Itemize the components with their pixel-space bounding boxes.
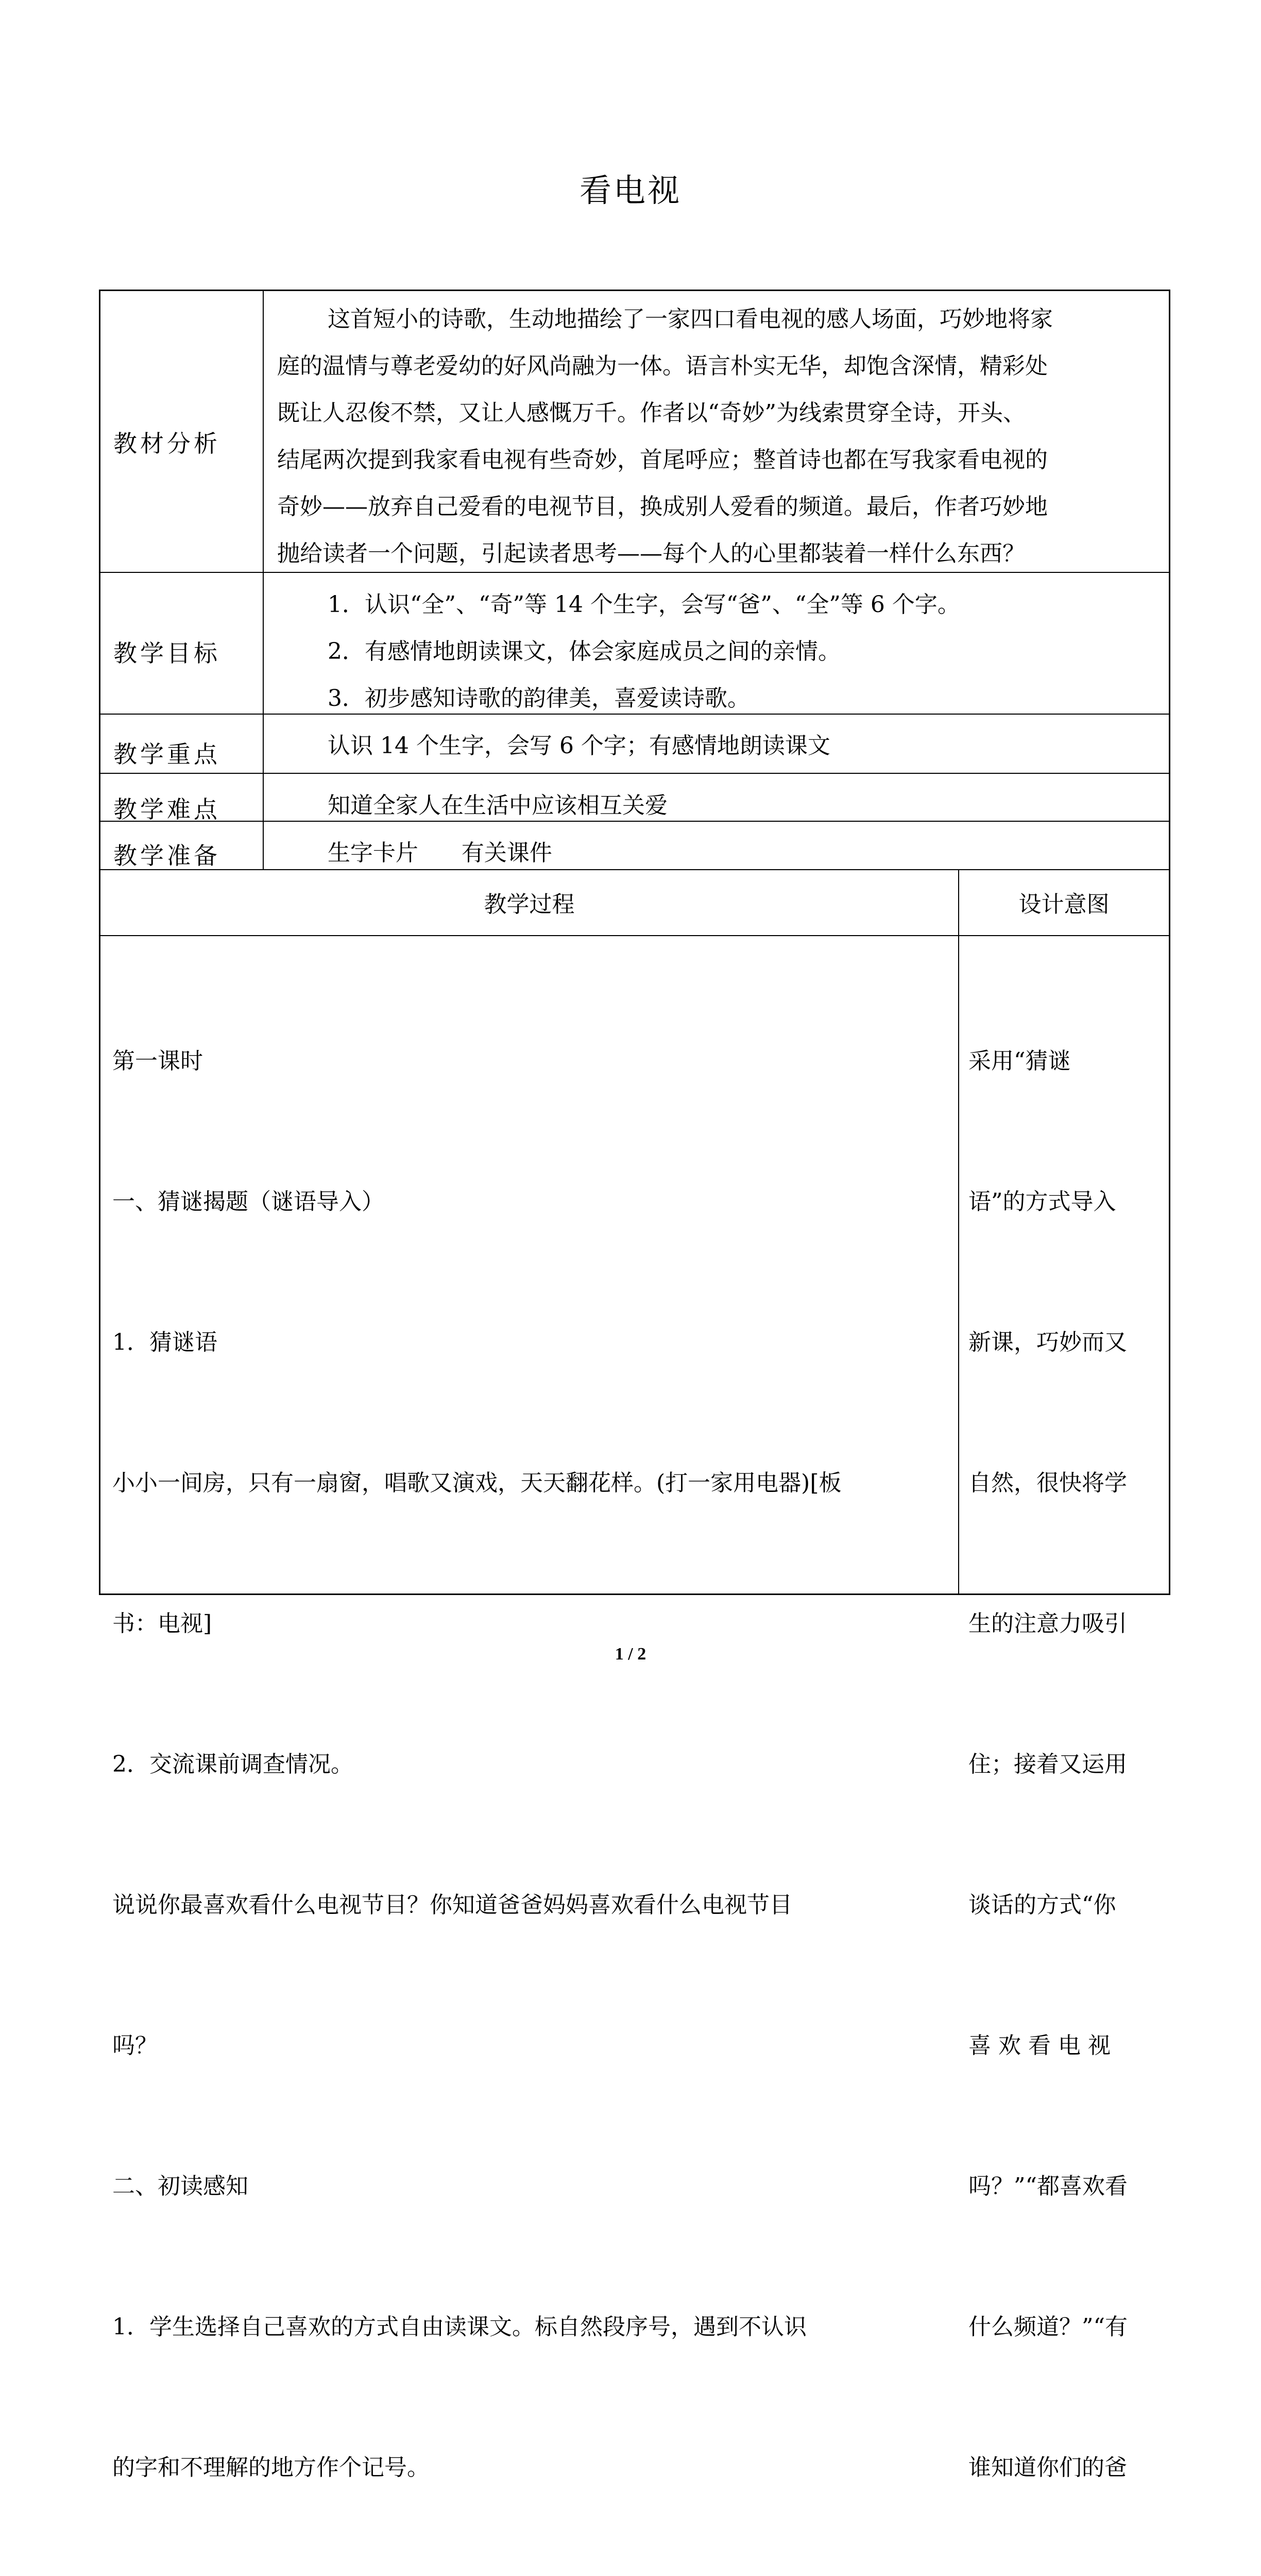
intent-line: 生的注意力吸引: [968, 1611, 1127, 1637]
intent-line: 吗？”“都喜欢看: [968, 2173, 1128, 2199]
process-body: [112, 944, 842, 2576]
preparation-label: 教学准备: [113, 842, 220, 870]
preparation-text: 生字卡片 有关课件: [328, 840, 552, 866]
intent-line: 谈话的方式“你: [968, 1892, 1116, 1918]
intent-line: 住；接着又运用: [968, 1751, 1127, 1777]
process-line: 1．学生选择自己喜欢的方式自由读课文。标自然段序号，遇到不认识: [112, 2314, 807, 2340]
analysis-line: 抛给读者一个问题，引起读者思考——每个人的心里都装着一样什么东西？: [277, 540, 1025, 567]
process-line: 书：电视]: [112, 1611, 212, 1637]
goal-item: 3．初步感知诗歌的韵律美，喜爱读诗歌。: [328, 685, 750, 711]
difficulties-label: 教学难点: [113, 795, 220, 823]
intent-line: 自然，很快将学: [968, 1470, 1127, 1496]
process-line: 1．猜谜语: [112, 1329, 217, 1355]
process-line: 二、初读感知: [112, 2173, 248, 2199]
analysis-line: 既让人忍俊不禁，又让人感慨万千。作者以“奇妙”为线索贯穿全诗，开头、: [277, 400, 1026, 426]
goals-text: [328, 581, 960, 722]
analysis-line: 结尾两次提到我家看电视有些奇妙，首尾呼应；整首诗也都在写我家看电视的: [277, 447, 1048, 473]
process-line: 一、猜谜揭题（谜语导入）: [112, 1189, 384, 1215]
analysis-text: [277, 296, 1053, 577]
process-line: 吗？: [112, 2032, 158, 2059]
process-line: 说说你最喜欢看什么电视节目？你知道爸爸妈妈喜欢看什么电视节目: [112, 1892, 792, 1918]
intent-line: 采用“猜谜: [968, 1048, 1071, 1074]
intent-line: 谁知道你们的爸: [968, 2454, 1127, 2481]
analysis-line: 奇妙——放弃自己爱看的电视节目，换成别人爱看的频道。最后，作者巧妙地: [277, 494, 1048, 520]
analysis-line: 庭的温情与尊老爱幼的好风尚融为一体。语言朴实无华，却饱含深情，精彩处: [277, 353, 1048, 379]
process-line: 的字和不理解的地方作个记号。: [112, 2454, 430, 2481]
intent-header: 设计意图: [1018, 891, 1110, 918]
page-number: 1 / 2: [615, 1645, 646, 1664]
process-line: 小小一间房，只有一扇窗，唱歌又演戏，天天翻花样。(打一家用电器)[板: [112, 1470, 842, 1496]
intent-body: [968, 944, 1128, 2576]
goals-label: 教学目标: [113, 639, 220, 667]
goal-item: 1．认识“全”、“奇”等 14 个生字，会写“爸”、“全”等 6 个字。: [328, 591, 960, 618]
goal-item: 2．有感情地朗读课文，体会家庭成员之间的亲情。: [328, 638, 841, 665]
key-points-text: 认识 14 个生字，会写 6 个字；有感情地朗读课文: [328, 733, 830, 759]
analysis-label: 教材分析: [113, 430, 220, 457]
difficulties-text: 知道全家人在生活中应该相互关爱: [328, 792, 668, 819]
process-header: 教学过程: [484, 891, 575, 918]
intent-line: 喜 欢 看 电 视: [968, 2032, 1111, 2059]
intent-line: 语”的方式导入: [968, 1189, 1116, 1215]
intent-line: 什么频道？”“有: [968, 2314, 1128, 2340]
intent-line: 新课，巧妙而又: [968, 1329, 1127, 1355]
process-line: 2．交流课前调查情况。: [112, 1751, 353, 1777]
process-line: 第一课时: [112, 1048, 203, 1074]
document-title: 看电视: [579, 172, 681, 209]
key-points-label: 教学重点: [113, 740, 220, 768]
analysis-line: 这首短小的诗歌，生动地描绘了一家四口看电视的感人场面，巧妙地将家: [328, 306, 1053, 332]
